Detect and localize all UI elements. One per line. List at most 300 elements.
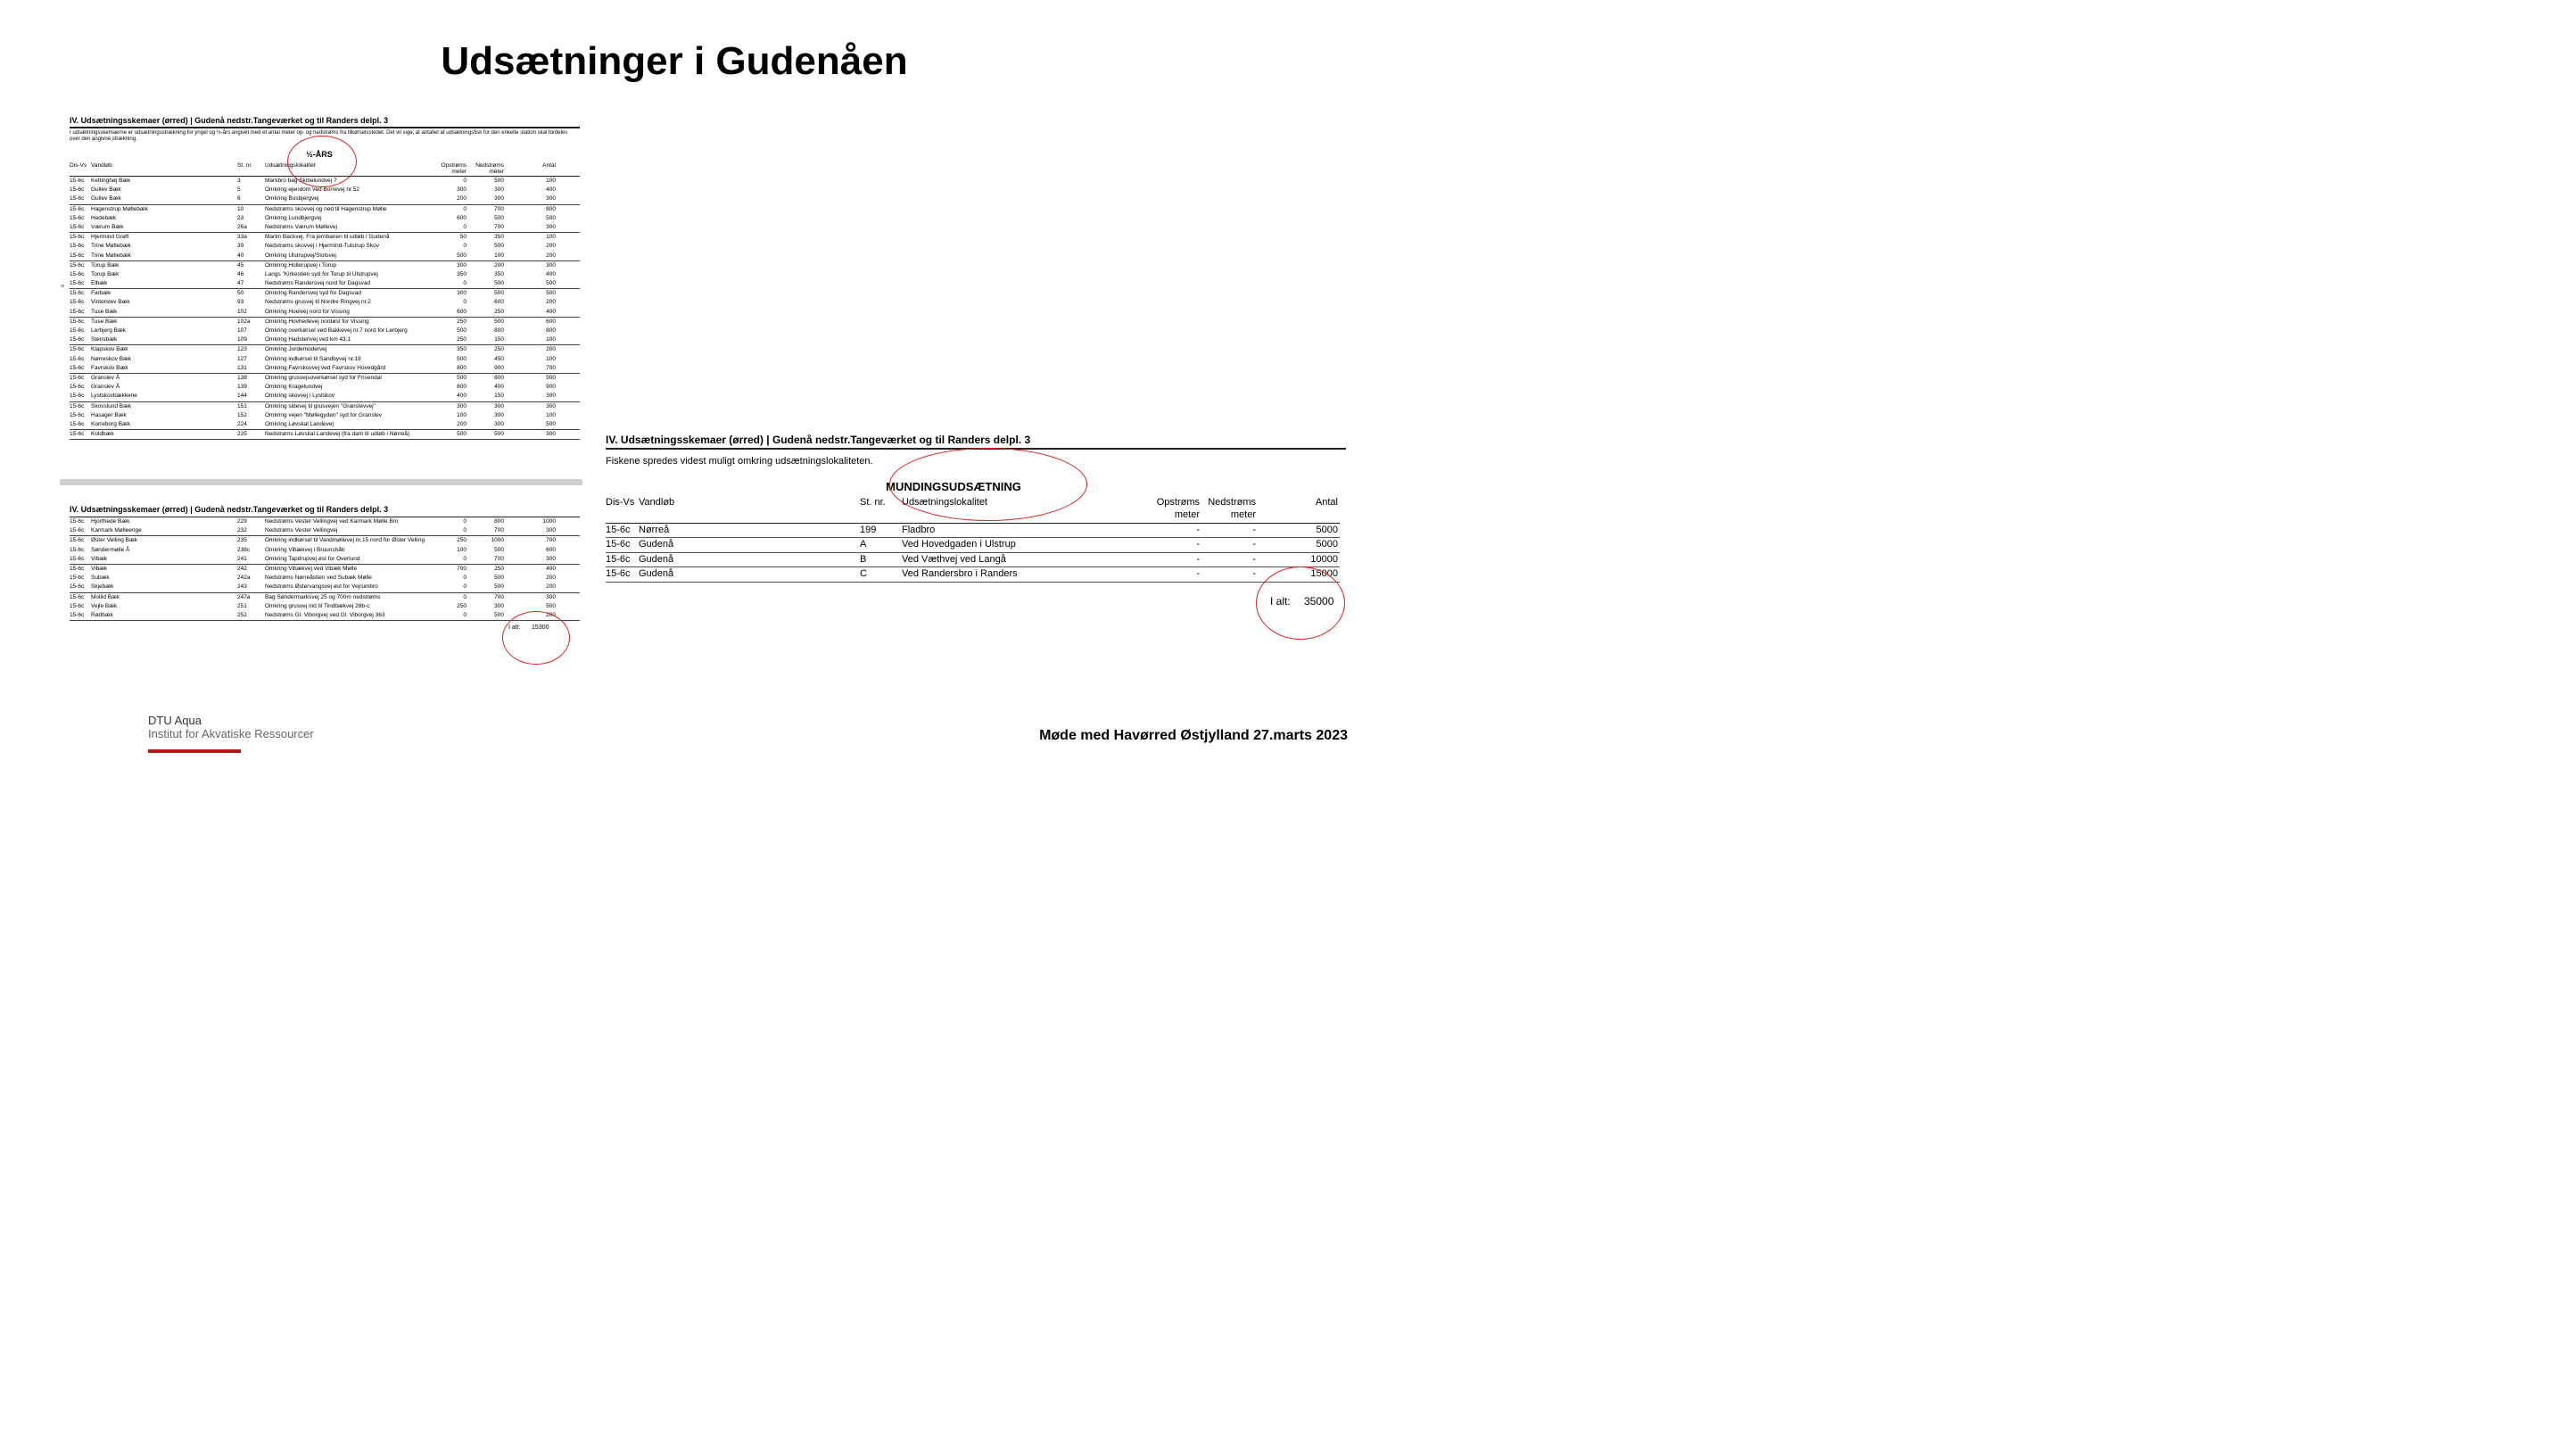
- table-cell: Omkring Randersvej syd for Dagsvad: [265, 290, 362, 297]
- table-cell: Torup Bæk: [91, 270, 120, 277]
- table-cell: Nedstrøms skovvej i Hjermind-Tulstrup Skov: [265, 243, 379, 250]
- table-cell: 15-6c: [70, 555, 85, 562]
- table-row: [70, 564, 580, 574]
- table-cell: 200: [546, 346, 556, 353]
- table-cell: 242: [237, 565, 247, 572]
- dtu-aqua-logo-title: DTU Aqua: [148, 714, 202, 727]
- table-cell: 250: [494, 346, 504, 353]
- table-cell: 150: [494, 393, 504, 400]
- table-cell: 15-6c: [70, 234, 85, 241]
- table-cell: 15-6c: [70, 384, 85, 391]
- table-cell: Gullev Bæk: [91, 195, 121, 203]
- table-cell: 500: [546, 290, 556, 297]
- table-cell: 600: [457, 214, 466, 221]
- table-cell: Mollid Bæk: [91, 593, 120, 600]
- document-divider: [60, 479, 582, 485]
- table-row: [70, 308, 580, 317]
- table-cell: 350: [494, 270, 504, 277]
- table-cell: Lerbjerg Bæk: [91, 327, 127, 334]
- highlight-circle: [889, 448, 1087, 521]
- table-cell: 15-6c: [70, 318, 85, 325]
- table-cell: 15-6c: [606, 539, 631, 550]
- table-row: [70, 535, 580, 545]
- table-cell: 500: [457, 431, 466, 438]
- table-cell: 900: [494, 364, 504, 371]
- table-cell: 200: [546, 252, 556, 259]
- table-title: IV. Udsætningsskemaer (ørred) | Gudenå nedstr.Tangeværket og til Randers delpl. 3: [606, 434, 1031, 446]
- table-cell: Omkring Ulstrupvej/Slotsvej: [265, 252, 336, 259]
- table-cell: 15-6c: [70, 280, 85, 287]
- table-cell: 15-6c: [70, 575, 85, 582]
- table-cell: B: [860, 553, 867, 565]
- table-cell: 10: [237, 205, 244, 212]
- table-cell: 300: [546, 402, 556, 409]
- table-cell: 100: [546, 178, 556, 184]
- table-cell: 243: [237, 583, 247, 591]
- table-cell: 500: [494, 611, 504, 618]
- table-cell: 300: [457, 261, 466, 269]
- table-cell: Omkring sidevej til grusvejen "Granslevvej": [265, 402, 376, 409]
- table-cell: Favrskov Bæk: [91, 364, 128, 371]
- table-cell: A: [860, 539, 867, 550]
- table-cell: 46: [237, 270, 244, 277]
- table-cell: 300: [494, 402, 504, 409]
- table-cell: 500: [494, 214, 504, 221]
- table-subheading: ½-ÅRS: [306, 150, 333, 159]
- table-cell: Karmark Mølleenge: [91, 527, 142, 534]
- table-cell: Omkring vejen "Møllegyden" syd for Granslev: [265, 411, 383, 418]
- table-cell: 200: [457, 195, 466, 203]
- table-cell: 300: [494, 411, 504, 418]
- margin-mark: ≡: [61, 284, 65, 290]
- table-cell: 15-6c: [70, 374, 85, 381]
- table-cell: Ved Randersbro i Randers: [902, 568, 1018, 580]
- table-cell: Nedstrøms skovvej og ned til Hagenstrup Mølle: [265, 205, 387, 212]
- table-cell: Gullev Bæk: [91, 186, 121, 194]
- header-cell: Antal: [1315, 497, 1338, 508]
- table-cell: Omkring Kragelundvej: [265, 384, 323, 391]
- table-row: [70, 204, 580, 214]
- table-cell: 600: [457, 308, 466, 315]
- table-cell: 500: [546, 214, 556, 221]
- table-bottom-rule: [606, 582, 1340, 583]
- table-cell: 15-6c: [70, 431, 85, 438]
- table-cell: Omkring Favrskovvej ved Favrskov Hovedgård: [265, 364, 386, 371]
- highlight-circle: [1256, 566, 1345, 640]
- table-cell: 15-6c: [70, 593, 85, 600]
- header-cell: Antal: [542, 162, 556, 169]
- table-cell: 300: [457, 402, 466, 409]
- total-row: [606, 595, 1346, 616]
- table-cell: 300: [494, 195, 504, 203]
- table-cell: 700: [457, 565, 466, 572]
- highlight-circle: [287, 136, 357, 187]
- table-cell: 0: [463, 299, 466, 306]
- table-row: [70, 344, 580, 354]
- table-cell: 500: [494, 318, 504, 325]
- table-body: [606, 523, 1340, 583]
- table-cell: 500: [494, 280, 504, 287]
- table-cell: 15-6c: [70, 243, 85, 250]
- table-cell: Tuse Bæk: [91, 318, 118, 325]
- table-cell: Gudenå: [639, 553, 674, 565]
- table-subheading: MUNDINGSUDSÆTNING: [886, 480, 1021, 493]
- table-cell: 6: [237, 195, 241, 203]
- table-intro: I udsætningsskemaerne er udsætningsstrækning for yngel og ½-års angivet med et antal meter op- og nedstrøms fra tilkørselsstedet. Det vil sige, at antallet af udsætningsfisk for den enkelte station skal fordeles over den angivne strækning.: [70, 130, 568, 142]
- header-cell: Dis-Vs: [606, 497, 635, 508]
- table-cell: C: [860, 568, 867, 580]
- table-cell: 700: [546, 537, 556, 544]
- table-cell: 300: [546, 195, 556, 203]
- total-value: 35000: [1304, 594, 1334, 608]
- table-cell: 200: [494, 261, 504, 269]
- table-row: [70, 373, 580, 383]
- table-cell: 800: [546, 327, 556, 334]
- table-cell: 251: [237, 602, 247, 609]
- header-cell: Vandløb: [91, 162, 112, 169]
- table-row: [70, 592, 580, 602]
- table-row: [70, 194, 580, 203]
- table-cell: 400: [546, 308, 556, 315]
- table-cell: 15-6c: [606, 568, 631, 580]
- table-row: [70, 242, 580, 251]
- table-cell: Omkring skovvej i Lystskov: [265, 393, 335, 400]
- table-cell: Hedebæk: [91, 214, 117, 221]
- table-cell: 900: [546, 384, 556, 391]
- table-row: [606, 552, 1340, 566]
- table-cell: 224: [237, 420, 247, 427]
- table-cell: Omkring Løvskal Landevej: [265, 420, 334, 427]
- table-title: IV. Udsætningsskemaer (ørred) | Gudenå nedstr.Tangeværket og til Randers delpl. 3: [70, 116, 389, 125]
- header-cell: Nedstrøms: [475, 162, 504, 169]
- table-cell: 45: [237, 261, 244, 269]
- table-cell: 500: [494, 431, 504, 438]
- table-cell: -: [1196, 568, 1200, 580]
- table-cell: 15000: [1310, 568, 1338, 580]
- table-cell: -: [1252, 539, 1256, 550]
- table-body: [70, 517, 580, 621]
- table-cell: -: [1252, 553, 1256, 565]
- table-cell: Gudenå: [639, 539, 674, 550]
- table-cell: 100: [546, 355, 556, 362]
- table-cell: 250: [457, 336, 466, 343]
- table-cell: Vibæk: [91, 565, 108, 572]
- table-cell: 0: [463, 575, 466, 582]
- table-cell: 15-6c: [70, 252, 85, 259]
- table-row: [70, 555, 580, 564]
- table-cell: 15-6c: [70, 214, 85, 221]
- table-cell: Omkring Vibækvej ved Vibæk Mølle: [265, 565, 358, 572]
- table-cell: Omkring ejendom ved Borrevej nr.52: [265, 186, 359, 194]
- table-cell: Stensbæk: [91, 336, 118, 343]
- table-cell: Omkring indkørsel til Vandmøllevej nr.15 nord for Øster Velling: [265, 537, 425, 544]
- table-cell: 0: [463, 611, 466, 618]
- table-row: [70, 611, 580, 620]
- table-row: [606, 566, 1340, 581]
- header-cell: Udsætningslokalitet: [265, 162, 316, 169]
- header-cell: St. nr.: [860, 497, 886, 508]
- table-cell: 151: [237, 402, 247, 409]
- table-cell: 15-6c: [70, 355, 85, 362]
- table-cell: 5000: [1316, 525, 1338, 535]
- table-cell: 15-6c: [70, 178, 85, 184]
- table-row: [70, 411, 580, 420]
- table-cell: 200: [546, 575, 556, 582]
- table-cell: 40: [237, 252, 244, 259]
- table-cell: 100: [494, 252, 504, 259]
- table-cell: 500: [494, 243, 504, 250]
- header-cell: Vandløb: [639, 497, 675, 508]
- table-cell: 500: [457, 355, 466, 362]
- table-row: [70, 401, 580, 411]
- table-cell: Nedstrøms Randersvej nord for Dagsvad: [265, 280, 371, 287]
- table-row: [606, 537, 1340, 551]
- table-cell: 26a: [237, 223, 247, 230]
- table-cell: 15-6c: [70, 290, 85, 297]
- table-cell: 250: [494, 565, 504, 572]
- table-cell: Omkring Hollerupvej i Torup: [265, 261, 337, 269]
- table-cell: 93: [237, 299, 244, 306]
- table-cell: Vinterslev Bæk: [91, 299, 130, 306]
- table-cell: 15-6c: [70, 195, 85, 203]
- table-cell: Nedstrøms Værum Møllevej: [265, 223, 337, 230]
- table-cell: 0: [463, 205, 466, 212]
- header-cell: meter: [1174, 509, 1200, 520]
- table-cell: 15-6c: [70, 346, 85, 353]
- table-cell: 15-6c: [70, 565, 85, 572]
- table-cell: 15-6c: [606, 553, 631, 565]
- table-row: [70, 214, 580, 223]
- table-cell: 300: [457, 186, 466, 194]
- table-cell: 0: [463, 178, 466, 184]
- table-cell: 500: [457, 252, 466, 259]
- header-cell: Dis-Vs: [70, 162, 87, 169]
- table-row: [70, 279, 580, 288]
- table-cell: 15-6c: [70, 537, 85, 544]
- table-row: [70, 232, 580, 242]
- table-cell: 15-6c: [70, 270, 85, 277]
- table-row: [70, 317, 580, 327]
- table-cell: 15-6c: [70, 393, 85, 400]
- table-cell: Omkring Jordemodervej: [265, 346, 327, 353]
- table-cell: 300: [546, 393, 556, 400]
- table-cell: 500: [494, 575, 504, 582]
- header-cell: meter: [1230, 509, 1256, 520]
- table-cell: Omkring Hovhedevej nordøst for Vissing: [265, 318, 369, 325]
- table-cell: 15-6c: [70, 411, 85, 418]
- table-cell: Lystskovbækkene: [91, 393, 137, 400]
- table-row: [70, 517, 580, 526]
- table-cell: 232: [237, 527, 247, 534]
- table-cell: 700: [546, 364, 556, 371]
- table-cell: 300: [546, 223, 556, 230]
- table-cell: 15-6c: [70, 327, 85, 334]
- table-cell: 100: [457, 546, 466, 553]
- table-cell: 300: [494, 602, 504, 609]
- stocking-table-continued: [70, 505, 580, 641]
- table-cell: Fladbro: [902, 525, 936, 535]
- table-cell: 500: [457, 374, 466, 381]
- table-cell: 241: [237, 555, 247, 562]
- table-row: [70, 327, 580, 335]
- table-cell: Subæk: [91, 575, 110, 582]
- table-cell: Klapskov Bæk: [91, 346, 128, 353]
- table-cell: -: [1196, 553, 1200, 565]
- table-cell: 152: [237, 411, 247, 418]
- table-row: [70, 288, 580, 298]
- table-cell: 15-6c: [606, 525, 631, 535]
- table-cell: 123: [237, 346, 247, 353]
- table-cell: 15-6c: [70, 546, 85, 553]
- table-row: [70, 526, 580, 535]
- table-cell: 100: [546, 234, 556, 241]
- table-cell: 15-6c: [70, 402, 85, 409]
- table-cell: Omkring grusvejsoverkørsel syd for Frisendal: [265, 374, 382, 381]
- table-cell: 500: [546, 280, 556, 287]
- table-cell: 0: [463, 555, 466, 562]
- table-cell: 0: [463, 527, 466, 534]
- table-cell: 800: [494, 374, 504, 381]
- table-cell: 500: [494, 583, 504, 591]
- table-row: [70, 429, 580, 439]
- table-cell: Korreborg Bæk: [91, 420, 131, 427]
- slide-title: Udsætninger i Gudenåen: [441, 39, 908, 83]
- table-bottom-rule: [70, 620, 580, 621]
- table-cell: 0: [463, 280, 466, 287]
- table-cell: Værum Bæk: [91, 223, 124, 230]
- total-label: I alt:: [508, 624, 521, 632]
- table-cell: 400: [546, 565, 556, 572]
- table-cell: 15-6c: [70, 205, 85, 212]
- table-cell: Omkring Lundbjergvej: [265, 214, 322, 221]
- table-cell: Hjermind Grøft: [91, 234, 129, 241]
- table-cell: Skjebæk: [91, 583, 114, 591]
- table-cell: 15-6c: [70, 186, 85, 194]
- table-cell: 200: [546, 583, 556, 591]
- table-cell: Omkring Hoelvej nord for Vissing: [265, 308, 350, 315]
- table-cell: 252: [237, 611, 247, 618]
- table-cell: 100: [457, 411, 466, 418]
- table-cell: Omkring overkørsel ved Bakkevej nr.7 nord for Lerbjerg: [265, 327, 408, 334]
- table-cell: 300: [546, 555, 556, 562]
- table-cell: 100: [546, 336, 556, 343]
- table-cell: Ved Væthvej ved Langå: [902, 553, 1006, 565]
- table-cell: 131: [237, 364, 247, 371]
- title-rule: [70, 127, 580, 128]
- table-cell: Gudenå: [639, 568, 674, 580]
- table-cell: -: [1196, 539, 1200, 550]
- table-cell: 600: [546, 546, 556, 553]
- table-cell: 400: [494, 384, 504, 391]
- table-cell: 300: [546, 527, 556, 534]
- table-cell: 139: [237, 384, 247, 391]
- table-row: [70, 574, 580, 583]
- table-cell: Skovslund Bæk: [91, 402, 132, 409]
- table-cell: Rødbæk: [91, 611, 113, 618]
- table-cell: 225: [237, 431, 247, 438]
- table-cell: 50: [459, 234, 466, 241]
- table-cell: 199: [860, 525, 877, 535]
- table-row: [70, 602, 580, 611]
- table-cell: 238c: [237, 546, 251, 553]
- table-cell: 500: [546, 602, 556, 609]
- table-cell: 10000: [1310, 553, 1338, 565]
- table-cell: 300: [546, 261, 556, 269]
- table-cell: Omkring indkørsel til Sandbyvej nr.19: [265, 355, 361, 362]
- table-cell: 500: [546, 374, 556, 381]
- table-cell: 39: [237, 243, 244, 250]
- table-cell: 102a: [237, 318, 251, 325]
- table-cell: 242a: [237, 575, 251, 582]
- table-cell: 300: [457, 290, 466, 297]
- table-cell: Hjorthede Bæk: [91, 518, 130, 525]
- table-row: [70, 420, 580, 429]
- table-cell: -: [1252, 568, 1256, 580]
- table-row: [70, 364, 580, 373]
- table-cell: 600: [494, 299, 504, 306]
- table-cell: 500: [494, 546, 504, 553]
- table-cell: Nedstrøms Vester Vellingvej: [265, 527, 338, 534]
- table-row: [606, 524, 1340, 537]
- table-cell: 47: [237, 280, 244, 287]
- table-cell: Nedstrøms Gl. Viborgvej ved Gl. Viborgvej 363: [265, 611, 385, 618]
- table-cell: 5: [237, 186, 241, 194]
- table-cell: 102: [237, 308, 247, 315]
- table-cell: 800: [494, 327, 504, 334]
- table-cell: Omkring Tapdrupvej øst for Overlund: [265, 555, 360, 562]
- table-row: [70, 252, 580, 260]
- table-cell: 700: [494, 593, 504, 600]
- table-cell: 700: [494, 527, 504, 534]
- table-cell: 33a: [237, 234, 247, 241]
- table-cell: 150: [494, 336, 504, 343]
- table-cell: 250: [457, 537, 466, 544]
- table-row: [70, 383, 580, 392]
- table-cell: 250: [457, 318, 466, 325]
- table-cell: Nedstrøms Østervangsvej øst for Vejrumbro: [265, 583, 378, 591]
- table-cell: 15-6c: [70, 527, 85, 534]
- table-cell: Hagenstrup Møllebæk: [91, 205, 148, 212]
- table-cell: Langs "Kirkestien syd for Torup til Ulstrupvej: [265, 270, 378, 277]
- table-cell: Farbæk: [91, 290, 111, 297]
- table-cell: Søndermølle Å: [91, 546, 130, 553]
- table-cell: 100: [546, 411, 556, 418]
- table-cell: Nedstrøms grusvej til Nordre Ringvej nr.2: [265, 299, 371, 306]
- table-cell: Granslev Å: [91, 384, 120, 391]
- table-cell: 500: [546, 420, 556, 427]
- table-intro: Fiskene spredes videst muligt omkring udsætningslokaliteten.: [606, 456, 873, 467]
- highlight-circle: [502, 611, 570, 665]
- table-cell: Ved Hovedgaden i Ulstrup: [902, 539, 1016, 550]
- table-cell: Hasager Bæk: [91, 411, 127, 418]
- table-cell: 200: [546, 611, 556, 618]
- table-row: [70, 270, 580, 279]
- header-cell: meter: [451, 169, 466, 175]
- table-cell: 144: [237, 393, 247, 400]
- table-cell: Øster Velling Bæk: [91, 537, 138, 544]
- table-row: [70, 392, 580, 401]
- table-cell: 200: [546, 243, 556, 250]
- total-label: I alt:: [1270, 594, 1291, 608]
- table-cell: 50: [237, 290, 244, 297]
- table-cell: 15-6c: [70, 583, 85, 591]
- header-cell: Nedstrøms: [1208, 497, 1256, 508]
- table-cell: 800: [457, 364, 466, 371]
- table-cell: Omkring Vibækvej i Bruunshåb: [265, 546, 345, 553]
- table-cell: Koldbæk: [91, 431, 114, 438]
- table-cell: 15-6c: [70, 261, 85, 269]
- table-cell: 229: [237, 518, 247, 525]
